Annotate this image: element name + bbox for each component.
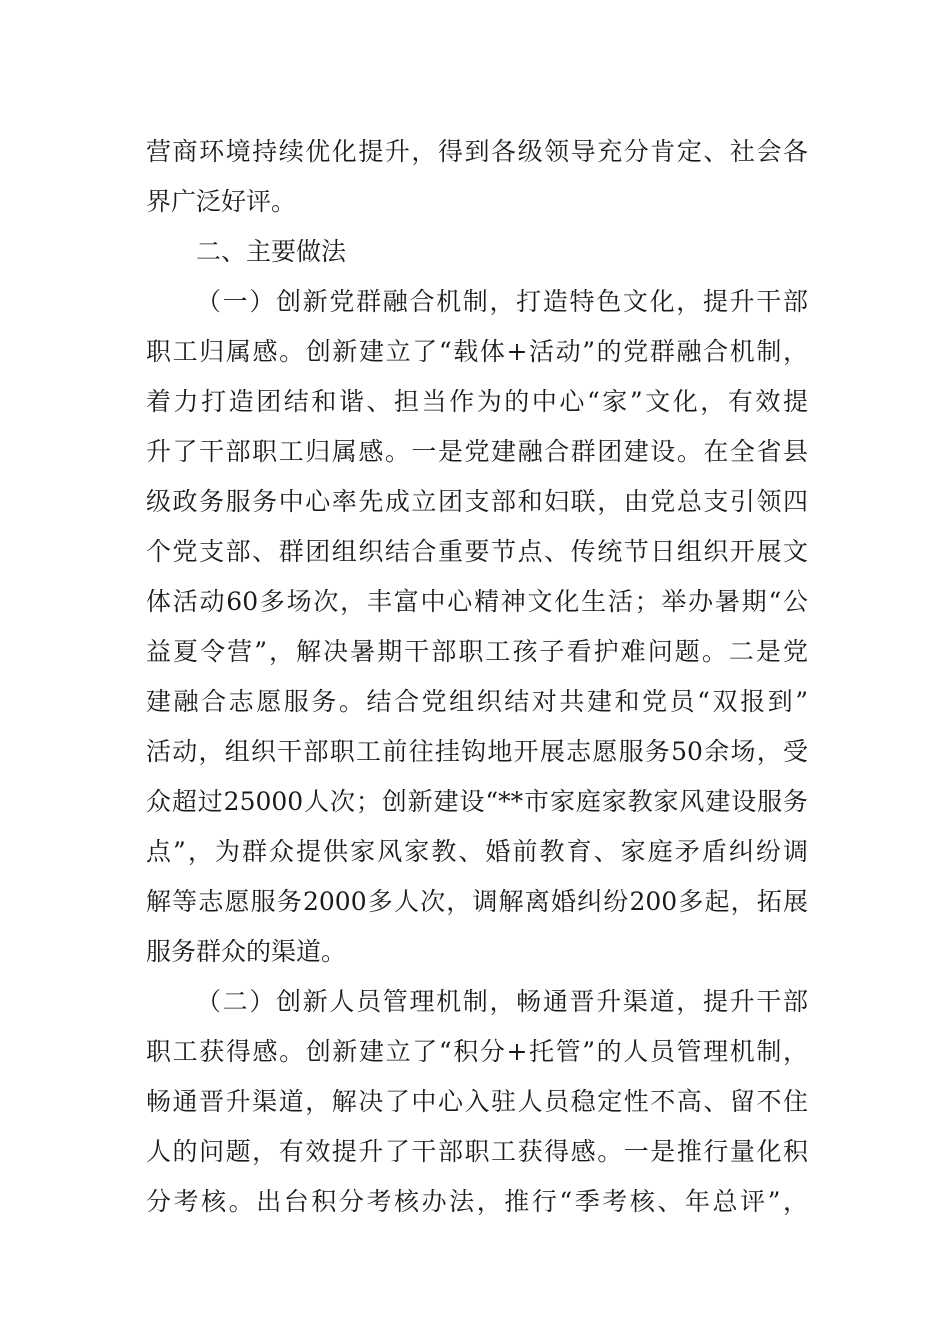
paragraph-line: 活动，组织干部职工前往挂钩地开展志愿服务50余场，受: [146, 737, 808, 766]
paragraph-line: 分考核。出台积分考核办法，推行“季考核、年总评”，: [146, 1187, 808, 1216]
paragraph-line: 职工获得感。创新建立了“积分+托管”的人员管理机制，: [146, 1037, 808, 1066]
paragraph-line: 级政务服务中心率先成立团支部和妇联，由党总支引领四: [146, 487, 808, 516]
subsection-heading-line: （二）创新人员管理机制，畅通晋升渠道，提升干部: [196, 987, 808, 1016]
paragraph-line: 点”，为群众提供家风家教、婚前教育、家庭矛盾纠纷调: [146, 837, 808, 866]
subsection-heading-line: （一）创新党群融合机制，打造特色文化，提升干部: [196, 287, 808, 316]
paragraph-line: 升了干部职工归属感。一是党建融合群团建设。在全省县: [146, 437, 808, 466]
paragraph-line: 个党支部、群团组织结合重要节点、传统节日组织开展文: [146, 537, 808, 566]
paragraph-line: 界广泛好评。: [146, 187, 297, 216]
section-heading: 二、主要做法: [196, 237, 347, 266]
paragraph-line: 解等志愿服务2000多人次，调解离婚纠纷200多起，拓展: [146, 887, 808, 916]
paragraph-line: 着力打造团结和谐、担当作为的中心“家”文化，有效提: [146, 387, 808, 416]
paragraph-line: 职工归属感。创新建立了“载体+活动”的党群融合机制，: [146, 337, 808, 366]
paragraph-line: 体活动60多场次，丰富中心精神文化生活；举办暑期“公: [146, 587, 808, 616]
paragraph-line: 畅通晋升渠道，解决了中心入驻人员稳定性不高、留不住: [146, 1087, 808, 1116]
paragraph-line: 众超过25000人次；创新建设“**市家庭家教家风建设服务: [146, 787, 808, 816]
document-body: [146, 127, 808, 1227]
paragraph-line: 服务群众的渠道。: [146, 937, 347, 966]
paragraph-line: 人的问题，有效提升了干部职工获得感。一是推行量化积: [146, 1137, 808, 1166]
paragraph-line: 营商环境持续优化提升，得到各级领导充分肯定、社会各: [146, 137, 808, 166]
paragraph-line: 建融合志愿服务。结合党组织结对共建和党员“双报到”: [146, 687, 808, 716]
paragraph-line: 益夏令营”，解决暑期干部职工孩子看护难问题。二是党: [146, 637, 808, 666]
